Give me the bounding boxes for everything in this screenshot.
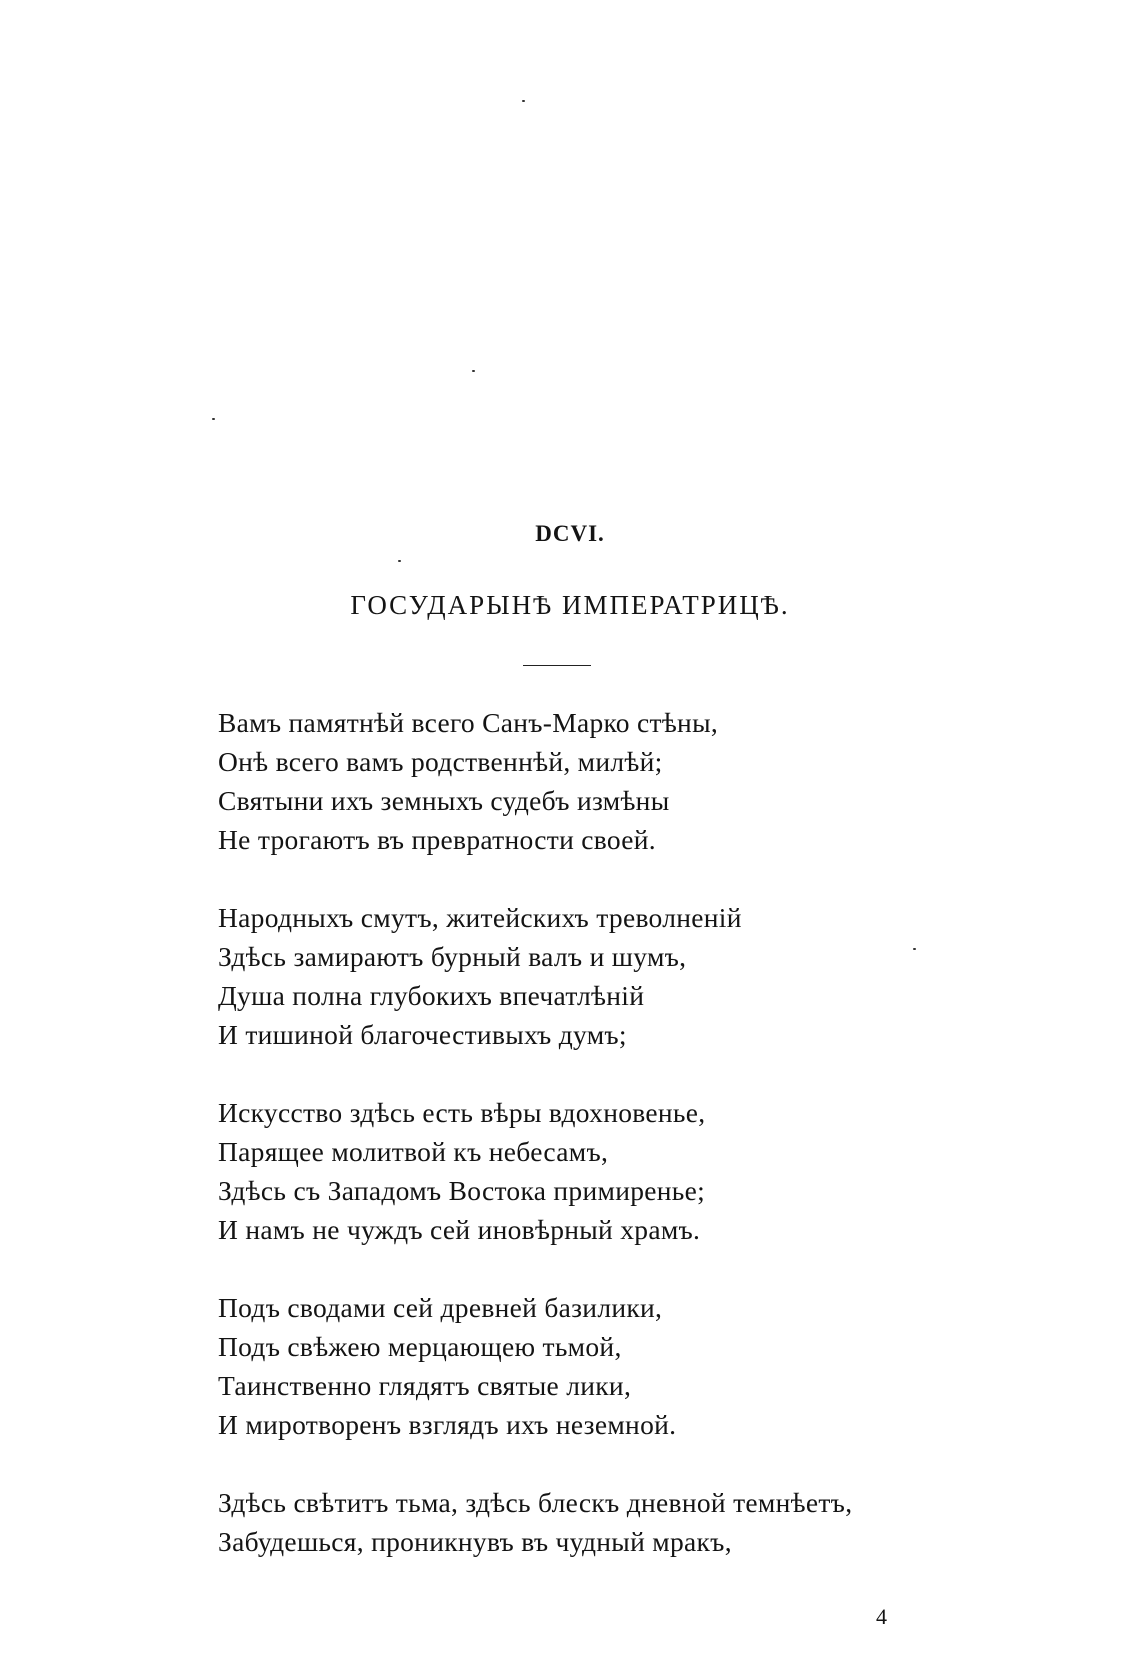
- verse-line: Подъ свѣжею мерцающею тьмой,: [218, 1331, 622, 1362]
- verse-line: Народныхъ смутъ, житейскихъ треволненій: [218, 902, 742, 933]
- verse-line: Парящее молитвой къ небесамъ,: [218, 1136, 609, 1167]
- dedication-heading: ГОСУДАРЫНѢ ИМПЕРАТРИЦѢ.: [350, 590, 790, 620]
- scan-speck: [472, 370, 475, 372]
- scan-speck: [398, 560, 401, 562]
- scan-speck: [522, 100, 525, 102]
- verse-line: И миротворенъ взглядъ ихъ неземной.: [218, 1409, 677, 1440]
- stanza: [218, 1288, 938, 1444]
- stanza: [218, 1093, 938, 1249]
- verse-line: Душа полна глубокихъ впечатлѣній: [218, 980, 645, 1011]
- verse-line: Святыни ихъ земныхъ судебъ измѣны: [218, 785, 670, 816]
- scan-speck: [212, 418, 215, 420]
- verse-line: Вамъ памятнѣй всего Санъ-Марко стѣны,: [218, 707, 719, 738]
- poem-number: DCVI.: [535, 521, 605, 546]
- verse-line: Забудешься, проникнувъ въ чудный мракъ,: [218, 1526, 732, 1557]
- verse-line: Онѣ всего вамъ родственнѣй, милѣй;: [218, 746, 663, 777]
- verse-line: Искусство здѣсь есть вѣры вдохновенье,: [218, 1097, 706, 1128]
- poem-body: [218, 703, 938, 1600]
- verse-line: Здѣсь съ Западомъ Востока примиренье;: [218, 1175, 706, 1206]
- stanza: [218, 703, 938, 859]
- page-number: 4: [876, 1604, 887, 1629]
- verse-line: И тишиной благочестивыхъ думъ;: [218, 1019, 627, 1050]
- verse-line: Подъ сводами сей древней базилики,: [218, 1292, 663, 1323]
- stanza: [218, 1483, 938, 1561]
- verse-line: Здѣсь замираютъ бурный валъ и шумъ,: [218, 941, 687, 972]
- stanza: [218, 898, 938, 1054]
- title-divider: [523, 665, 591, 666]
- verse-line: Не трогаютъ въ превратности своей.: [218, 824, 656, 855]
- verse-line: Таинственно глядятъ святые лики,: [218, 1370, 632, 1401]
- verse-line: И намъ не чуждъ сей иновѣрный храмъ.: [218, 1214, 701, 1245]
- verse-line: Здѣсь свѣтитъ тьма, здѣсь блескъ дневной темнѣетъ,: [218, 1487, 853, 1518]
